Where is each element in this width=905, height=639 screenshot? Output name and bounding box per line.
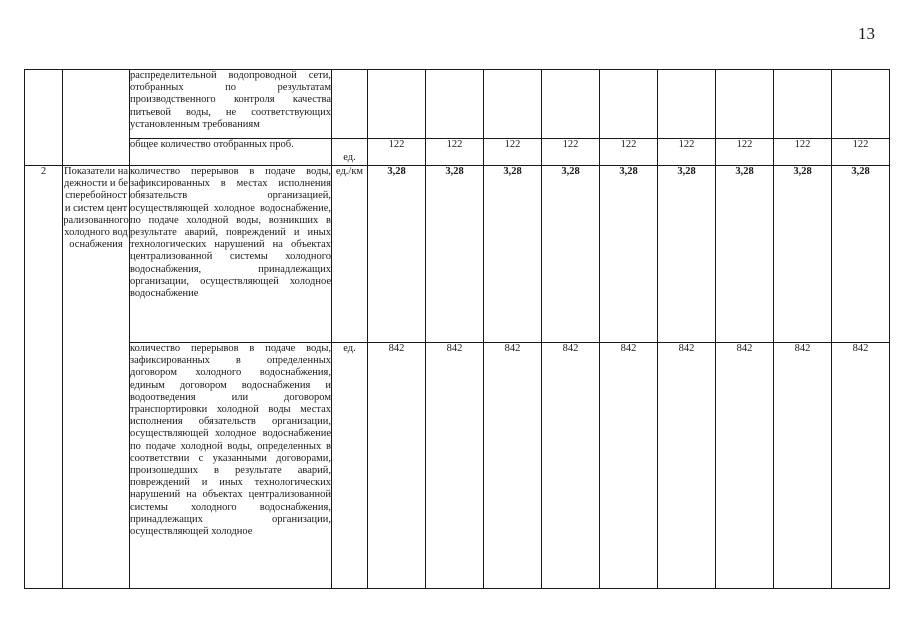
value-cell bbox=[542, 70, 600, 139]
unit-cell: ед. bbox=[332, 343, 368, 589]
value-cell: 3,28 bbox=[426, 166, 484, 343]
value-cell: 842 bbox=[542, 343, 600, 589]
value-cell bbox=[368, 70, 426, 139]
page-number: 13 bbox=[858, 24, 875, 43]
value-cell bbox=[600, 70, 658, 139]
value-cell: 842 bbox=[774, 343, 832, 589]
value-cell bbox=[426, 70, 484, 139]
value-cell: 3,28 bbox=[658, 166, 716, 343]
value-cell: 842 bbox=[658, 343, 716, 589]
value-cell: 3,28 bbox=[832, 166, 890, 343]
value-cell bbox=[774, 70, 832, 139]
description-cell bbox=[130, 70, 332, 139]
value-cell: 122 bbox=[368, 139, 426, 166]
description-text: распределительной водопроводной сети, отобранных по результатам производственного контроля качества питьевой воды, не соответствующих установленным требованиям bbox=[130, 70, 331, 130]
value-cell: 842 bbox=[716, 343, 774, 589]
description-cell bbox=[130, 166, 332, 343]
value-cell bbox=[832, 70, 890, 139]
value-cell: 3,28 bbox=[542, 166, 600, 343]
table-row-interruptions-contract bbox=[25, 343, 890, 589]
value-cell: 122 bbox=[426, 139, 484, 166]
value-cell: 122 bbox=[600, 139, 658, 166]
value-cell bbox=[658, 70, 716, 139]
group-cell bbox=[63, 70, 130, 166]
indicator-table bbox=[24, 69, 890, 589]
group-name: Показатели надежности и бесперебойности систем централизованного холодного водоснабжения bbox=[63, 166, 129, 251]
unit-cell: ед./км bbox=[332, 166, 368, 343]
unit-cell: ед. bbox=[332, 139, 368, 166]
description-text: количество перерывов в подаче воды, зафиксированных в местах исполнения обязательств организацией, осуществляющей холодное водоснабжение, по подаче холодной воды, возникших в результате аварий, повреждений и иных технологических нарушений на объектах централизованной системы холодного водоснабжения, принадлежащих организации, осуществляющей холодное водоснабжение bbox=[130, 166, 331, 300]
value-cell: 3,28 bbox=[716, 166, 774, 343]
value-cell: 3,28 bbox=[368, 166, 426, 343]
table-row-continuation bbox=[25, 70, 890, 139]
description-cell bbox=[130, 139, 332, 166]
value-cell: 842 bbox=[832, 343, 890, 589]
value-cell: 3,28 bbox=[774, 166, 832, 343]
value-cell: 122 bbox=[832, 139, 890, 166]
value-cell: 842 bbox=[368, 343, 426, 589]
description-text: общее количество отобранных проб. bbox=[130, 139, 294, 150]
value-cell: 122 bbox=[484, 139, 542, 166]
value-cell: 122 bbox=[774, 139, 832, 166]
value-cell bbox=[716, 70, 774, 139]
value-cell: 122 bbox=[716, 139, 774, 166]
value-cell: 3,28 bbox=[484, 166, 542, 343]
group-cell bbox=[63, 166, 130, 589]
value-cell: 842 bbox=[426, 343, 484, 589]
table-row-samples bbox=[25, 139, 890, 166]
value-cell: 122 bbox=[542, 139, 600, 166]
unit-cell bbox=[332, 70, 368, 139]
row-number-cell: 2 bbox=[25, 166, 63, 589]
value-cell: 122 bbox=[658, 139, 716, 166]
table-row-interruptions-per-km bbox=[25, 166, 890, 343]
value-cell: 842 bbox=[600, 343, 658, 589]
value-cell: 3,28 bbox=[600, 166, 658, 343]
description-cell bbox=[130, 343, 332, 589]
value-cell bbox=[484, 70, 542, 139]
description-text: количество перерывов в подаче воды, зафиксированных в определенных договором холодного водоснабжения, единым договором водоснабжения и водоотведения или договором транспортировки холодной воды местах исполнения обязательств организации, осуществляющей холодное водоснабжение по подаче холодной воды, определенных в соответствии с указанными договорами, произошедших в результате аварий, повреждений и иных технологических нарушений на объектах централизованной системы холодного водоснабжения, принадлежащих организации, осуществляющей холодное bbox=[130, 343, 331, 538]
value-cell: 842 bbox=[484, 343, 542, 589]
row-number-cell bbox=[25, 70, 63, 166]
